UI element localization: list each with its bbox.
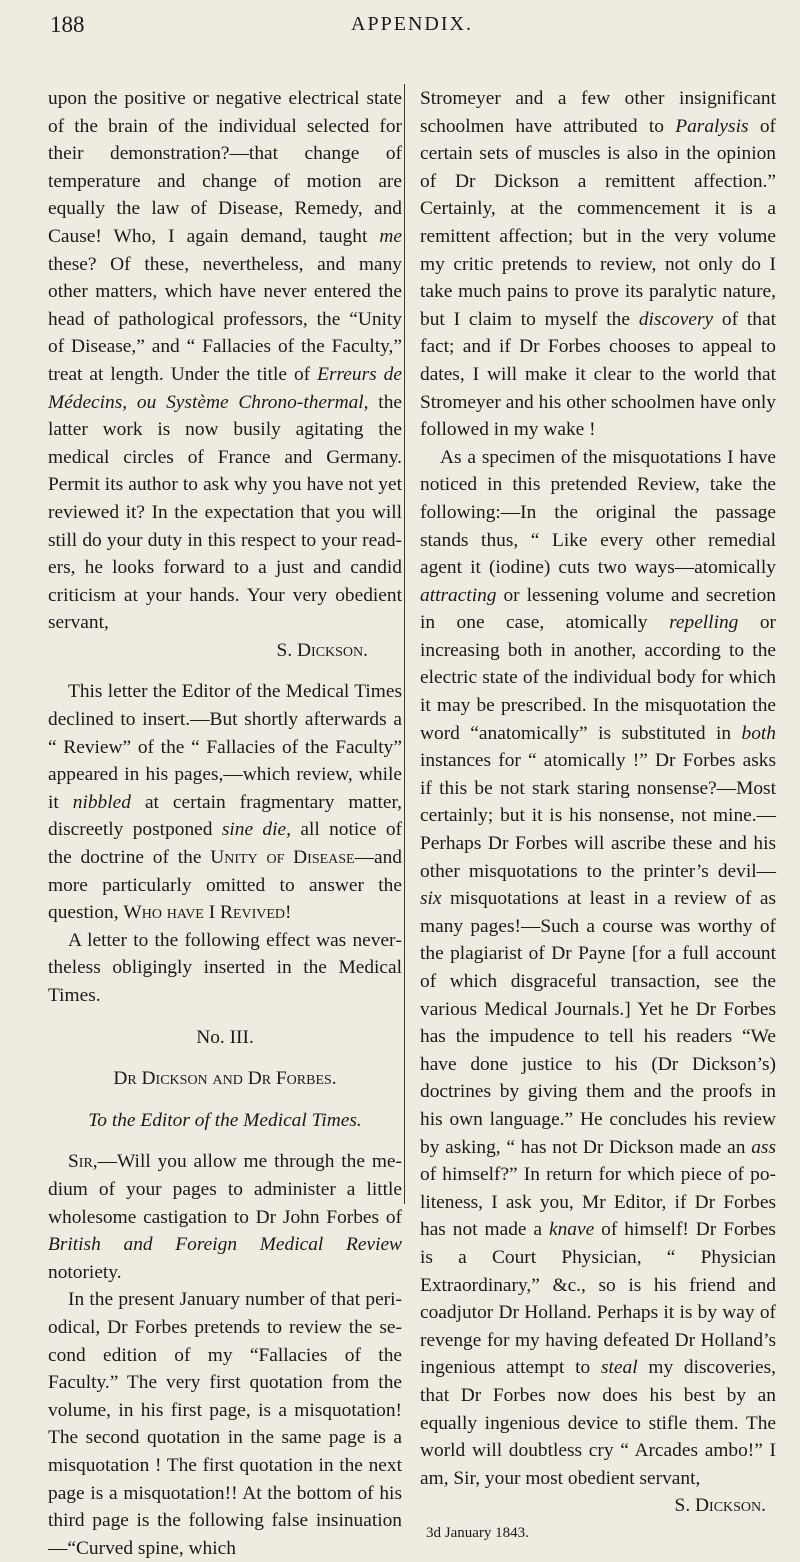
- letter-heading: Dr Dickson and Dr Forbes.: [113, 1068, 337, 1090]
- right-column: [420, 85, 776, 1547]
- running-header: [50, 12, 774, 42]
- signature-dickson-1: S. Dickson.: [276, 639, 368, 661]
- left-column: [48, 85, 402, 1562]
- letter-number: No. III.: [196, 1026, 254, 1048]
- left-paragraph-3: A letter to the following effect was nevertheless obligingly inserted in the Medical Times.: [48, 929, 402, 1006]
- right-paragraph-1: Stromeyer and a few other insignificant schoolmen have attributed to Paralysis of certain sets of muscles is also in the opinion of Dr Dickson a remittent affection.” Certainly, at the commencement it is a remittent affection; but in the very volume my critic pretends to review, not only do I take much pains to prove its paralytic nature, but I claim to myself the discovery of that fact; and if Dr Forbes chooses to appeal to dates, I will make it clear to the world that Stromeyer and his other schoolmen have only followed in my wake !: [420, 88, 776, 441]
- page-number: 188: [50, 12, 85, 37]
- left-paragraph-4: Sir,—Will you allow me through the medium of your pages to administer a little wholesome castigation to Dr John Forbes of British and Foreign Medical Review notoriety.: [48, 1151, 402, 1283]
- running-title: APPENDIX.: [351, 13, 473, 35]
- right-paragraph-2: As a specimen of the misquotations I have noticed in this pretended Review, take the following:—In the original the passage stands thus, “ Like every other remedial agent it (iodine) cuts two ways—atomically attracting or lessening volume and secretion in one case, atomically repelling or increasing both in another, according to the electric state of the individual body for which it may be prescribed. In the misquotation the word “anatomically” is substituted in both instances for “ atomically !” Dr Forbes asks if this be not stark staring nonsense?—Most certainly; but it is his nonsense, not mine.—Perhaps Dr Forbes will ascribe these and his other misquotations to the printer’s devil—six misquotations at least in a review of as many pages!—Such a course was worthy of the plagiarist of Dr Payne [for a full account of which disgraceful transaction, see the various Medical Journals.] Yet he Dr Forbes has the impudence to tell his readers “We have done justice to his (Dr Dickson’s) doctrines by giving them and the proofs in his own language.” He concludes his review by asking, “ has not Dr Dickson made an ass of himself?” In return for which piece of politeness, I ask you, Mr Editor, if Dr Forbes has not made a knave of himself! Dr Forbes is a Court Physician, “ Physician Extraordinary,” &c., so is his friend and coadjutor Dr Holland. Perhaps it is by way of revenge for my having defeated Dr Holland’s ingenious attempt to steal my discoveries, that Dr Forbes now does his best by an equally ingenious device to stifle them. The world will doubtless cry “ Arcades ambo!” I am, Sir, your most obedient servant,: [420, 446, 776, 1489]
- left-paragraph-2: This letter the Editor of the Medical Times declined to insert.—But shortly afterwards a “ Review” of the “ Fallacies of the Faculty” appeared in his pages,—which review, while it nibbled at certain fragmentary matter, discreetly postponed sine die, all notice of the doctrine of the Unity of Disease—and more particularly omitted to answer the question, Who have I Revived!: [48, 681, 403, 924]
- column-rule: [404, 84, 405, 1204]
- left-paragraph-1: upon the positive or negative electrical state of the brain of the individual selected for their demonstration?—that change of temperature and change of motion are equally the law of Disease, Remedy, and Cause! Who, I again demand, taught me these? Of these, nevertheless, and many other matters, which have never entered the head of pathological professors, the “Unity of Disease,” and “ Fallacies of the Faculty,” treat at length. Under the title of Erreurs de Médecins, ou Système Chrono-thermal, the latter work is now busily agitating the medical circles of France and Germany. Permit its author to ask why you have not yet reviewed it? In the expectation that you will still do your duty in this respect to your readers, he looks forward to a just and candid criticism at your hands. Your very obedient servant,: [48, 88, 402, 634]
- letter-addressee: To the Editor of the Medical Times.: [88, 1109, 362, 1131]
- letter-date: 3d January 1843.: [426, 1524, 529, 1541]
- signature-dickson-2: S. Dickson.: [674, 1495, 766, 1517]
- left-paragraph-5: In the present January number of that periodical, Dr Forbes pretends to review the second edition of my “Fallacies of the Faculty.” The very first quotation from the volume, in his first page, is a misquotation! The second quotation in the same page is a misquotation ! The first quotation in the next page is a misquotation!! At the bottom of his third page is the following false insinuation—“Curved spine, which: [48, 1289, 402, 1559]
